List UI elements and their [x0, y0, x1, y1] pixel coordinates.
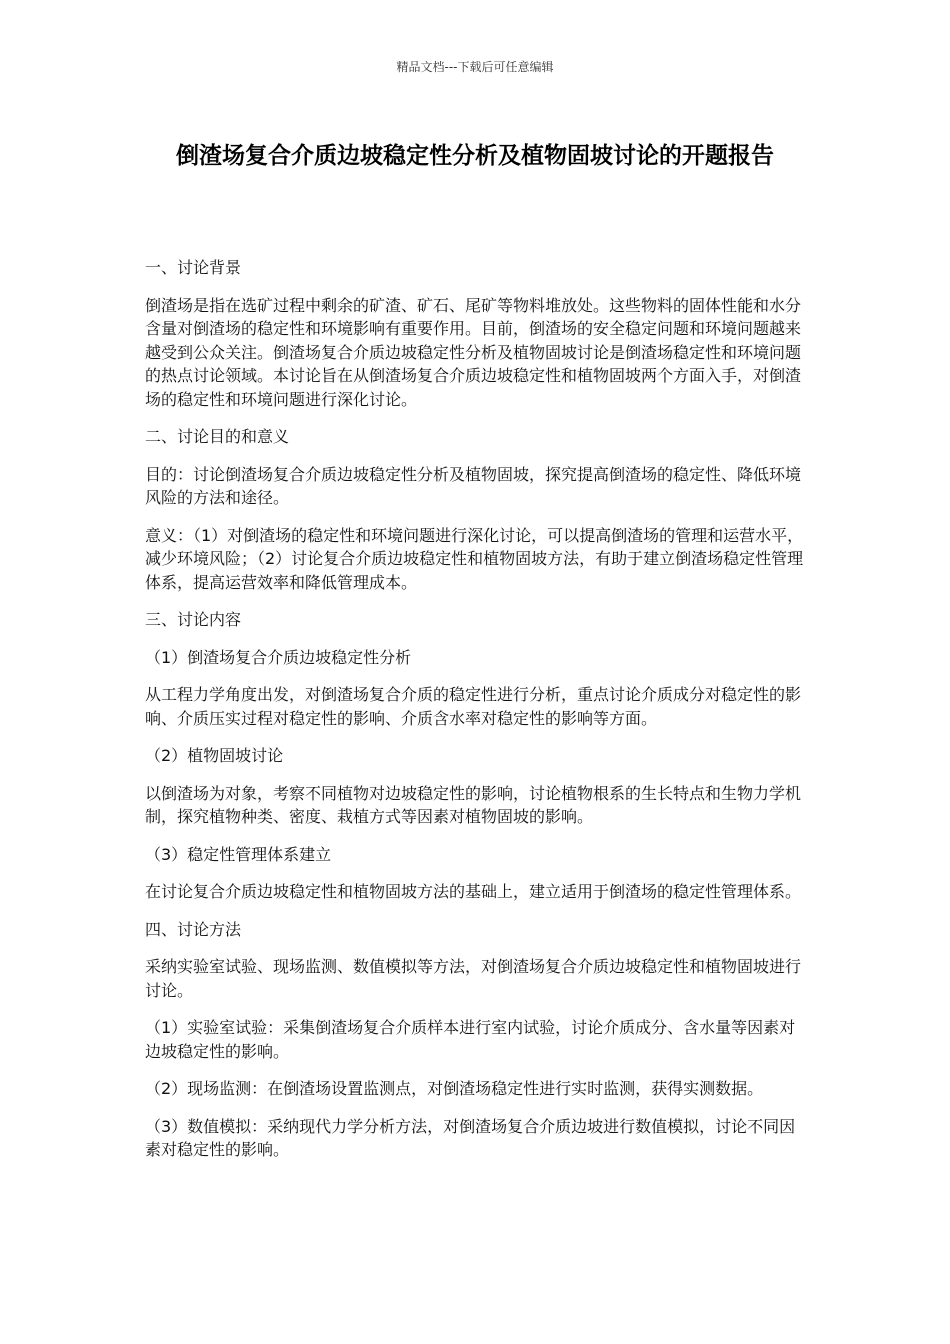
paragraph-stability-analysis: 从工程力学角度出发，对倒渣场复合介质的稳定性进行分析，重点讨论介质成分对稳定性的影响、介质压实过程对稳定性的影响、介质含水率对稳定性的影响等方面。 [145, 685, 802, 728]
paragraph-field-monitoring: （2）现场监测：在倒渣场设置监测点，对倒渣场稳定性进行实时监测，获得实测数据。 [145, 1079, 764, 1098]
paragraph-numerical-simulation: （3）数值模拟：采纳现代力学分析方法，对倒渣场复合介质边坡进行数值模拟，讨论不同因素对稳定性的影响。 [145, 1116, 796, 1159]
paragraph-background: 倒渣场是指在选矿过程中剩余的矿渣、矿石、尾矿等物料堆放处。这些物料的固体性能和水分含量对倒渣场的稳定性和环境影响有重要作用。目前，倒渣场的安全稳定问题和环境问题越来越受到公众关注。倒渣场复合介质边坡稳定性分析及植物固坡讨论是倒渣场稳定性和环境问题的热点讨论领域。本讨论旨在从倒渣场复合介质边坡稳定性和植物固坡两个方面入手，对倒渣场的稳定性和环境问题进行深化讨论。 [145, 295, 802, 409]
section-heading-background: 一、讨论背景 [145, 258, 242, 277]
paragraph-lab-test: （1）实验室试验：采集倒渣场复合介质样本进行室内试验，讨论介质成分、含水量等因素对边坡稳定性的影响。 [145, 1018, 796, 1061]
subheading-plant-slope: （2）植物固坡讨论 [145, 746, 284, 765]
paragraph-plant-slope: 以倒渣场为对象，考察不同植物对边坡稳定性的影响，讨论植物根系的生长特点和生物力学机制，探究植物种类、密度、栽植方式等因素对植物固坡的影响。 [145, 783, 802, 826]
paragraph-management-system: 在讨论复合介质边坡稳定性和植物固坡方法的基础上，建立适用于倒渣场的稳定性管理体系。 [145, 882, 802, 901]
section-heading-content: 三、讨论内容 [145, 610, 242, 629]
paragraph-purpose: 目的：讨论倒渣场复合介质边坡稳定性分析及植物固坡，探究提高倒渣场的稳定性、降低环境风险的方法和途径。 [145, 464, 802, 507]
document-title: 倒渣场复合介质边坡稳定性分析及植物固坡讨论的开题报告 [176, 143, 774, 169]
page-header: 精品文档---下载后可任意编辑 [396, 60, 554, 74]
document-body [145, 256, 810, 1176]
paragraph-significance: 意义：（1）对倒渣场的稳定性和环境问题进行深化讨论，可以提高倒渣场的管理和运营水平，减少环境风险；（2）讨论复合介质边坡稳定性和植物固坡方法，有助于建立倒渣场稳定性管理体系，提高运营效率和降低管理成本。 [145, 525, 804, 592]
section-heading-methods: 四、讨论方法 [145, 919, 242, 939]
section-heading-purpose: 二、讨论目的和意义 [145, 427, 290, 446]
paragraph-methods: 采纳实验室试验、现场监测、数值模拟等方法，对倒渣场复合介质边坡稳定性和植物固坡进行讨论。 [145, 957, 802, 1000]
subheading-management-system: （3）稳定性管理体系建立 [145, 844, 332, 864]
subheading-stability-analysis: （1）倒渣场复合介质边坡稳定性分析 [145, 647, 412, 667]
